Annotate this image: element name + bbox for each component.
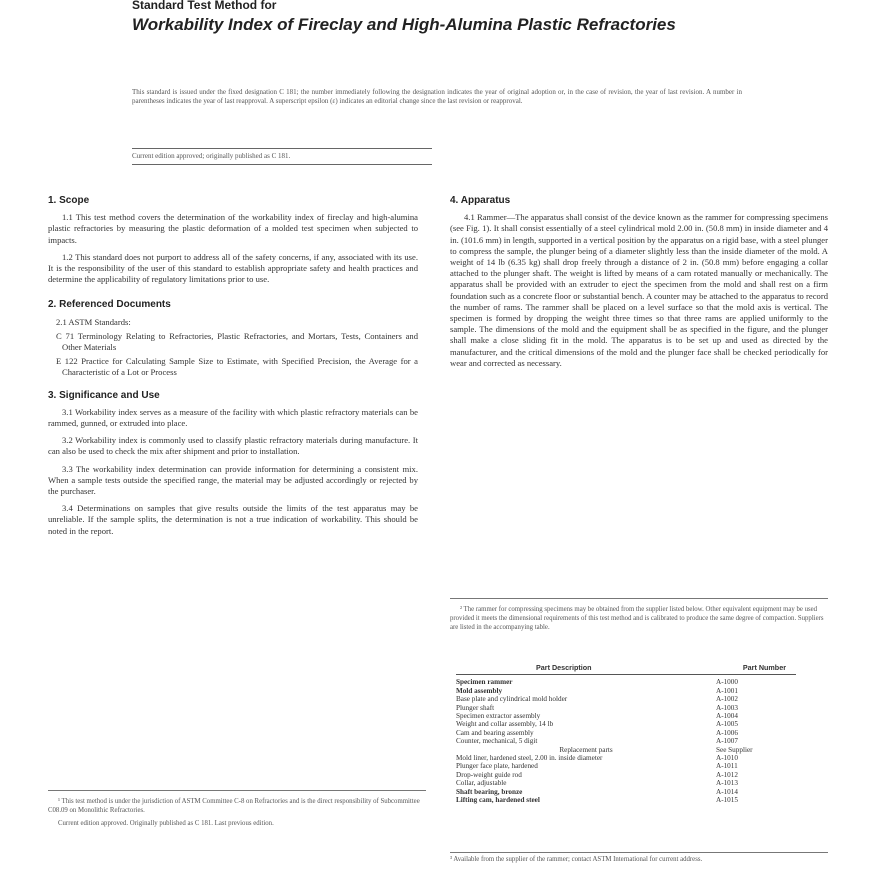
section-heading: 1. Scope: [48, 195, 90, 206]
reference-item: E 122 Practice for Calculating Sample Size to Estimate, with Specified Precision, the Average for a Characteristic of a Lot or Process: [56, 356, 418, 378]
part-description: Replacement parts: [559, 745, 613, 754]
issuance-note: This standard is issued under the fixed designation C 181; the number immediately following the designation indicates the year of original adoption or, in the case of revision, the year of last revision. A number in parentheses indicates the year of last reapproval. A superscript epsilon (ε) indicates an editorial change since the last revision or reapproval.: [132, 88, 742, 105]
table-row: [456, 737, 796, 745]
part-description: Specimen rammer: [456, 678, 513, 687]
paragraph: 1.2 This standard does not purport to address all of the safety concerns, if any, associated with its use. It is the responsibility of the user of this standard to establish appropriate safety and health practices and determine the applicability of regulatory limitations prior to use.: [48, 251, 418, 285]
table-row: [456, 788, 796, 796]
part-number: A-1015: [716, 796, 738, 805]
footnote-table: [456, 664, 796, 805]
part-description: Plunger face plate, hardened: [456, 762, 538, 771]
footnote-right: [450, 598, 828, 632]
part-number: See Supplier: [716, 745, 753, 754]
part-description: Mold liner, hardened steel, 2.00 in. inside diameter: [456, 754, 603, 763]
part-description: Specimen extractor assembly: [456, 712, 541, 721]
reference-item: 2.1 ASTM Standards:: [56, 316, 131, 327]
table-row: [456, 746, 796, 754]
part-number: A-1014: [716, 787, 738, 796]
table-row: [456, 779, 796, 787]
paragraph: 3.4 Determinations on samples that give results outside the limits of the test apparatus may be unreliable. If the sample splits, the determination is not a true indication of workability. This should be noted in the report.: [48, 503, 418, 536]
table-row: [456, 678, 796, 686]
left-column: [48, 195, 418, 543]
table-row: [456, 687, 796, 695]
part-description: Weight and collar assembly, 14 lb: [456, 720, 554, 729]
part-number: A-1000: [716, 678, 738, 687]
table-row: [456, 720, 796, 728]
part-description: Drop-weight guide rod: [456, 770, 522, 779]
table-row: [456, 762, 796, 770]
part-number: A-1007: [716, 737, 738, 746]
part-description: Shaft bearing, bronze: [456, 787, 523, 796]
part-number: A-1001: [716, 686, 738, 695]
paragraph: 3.2 Workability index is commonly used to classify plastic refractory materials during manufacture. It can also be used to check the mix after shipment and prior to installation.: [48, 435, 418, 457]
column-header: Part Description: [536, 663, 592, 672]
part-number: A-1002: [716, 695, 738, 704]
part-number: A-1013: [716, 779, 738, 788]
table-row: [456, 729, 796, 737]
footnote-bottom: ³ Available from the supplier of the rammer; contact ASTM International for current address.: [450, 852, 828, 864]
right-column: [450, 195, 828, 375]
paragraph: 3.1 Workability index serves as a measure of the facility with which plastic refractory materials can be rammed, gunned, or extruded into place.: [48, 406, 418, 429]
part-number: A-1003: [716, 703, 738, 712]
designation: Standard Test Method for: [132, 0, 277, 12]
paragraph: 4.1 Rammer—The apparatus shall consist of the device known as the rammer for compressing specimens (see Fig. 1). It shall consist essentially of a steel cylindrical mold 2.00 in. (50.8 mm) in inside diameter and 4 in. (101.6 mm) in length, supported in a vertical position by the apparatus on a rigid base, with a steel plunger to compress the sample, the plunger being of a diameter slightly less than the inside diameter of the mold. A weight of 14 lb (6.35 kg) shall drop freely through a distance of 2 in. (50.8 mm) before engaging a collar attached to the plunger shaft. The weight is lifted by means of a cam rotated manually or mechanically. The apparatus shall be provided with an extruder to eject the specimen from the mold and shall rest on a firm foundation such as a concrete floor or substantial bench. A counter may be attached to the apparatus to record the number of rams. The rammer shall be placed on a level surface so that the mold axis is vertical. The specimen is formed by dropping the weight three times so that three rams are applied uniformly to the sample. The dimensions of the mold and the equipment shall be as specified in the figure, and the plunger shall make a close sliding fit in the mold. The apparatus is to be set up and used as directed by the manufacturer, and the critical dimensions of the mold and the plunger face shall be checked periodically for wear and corrected as necessary.: [450, 212, 828, 368]
document-title: Workability Index of Fireclay and High-Alumina Plastic Refractories: [132, 15, 676, 34]
part-description: Mold assembly: [456, 686, 503, 695]
part-number: A-1006: [716, 728, 738, 737]
column-header: Part Number: [742, 663, 786, 672]
part-number: A-1010: [716, 754, 738, 763]
table-row: [456, 704, 796, 712]
table-row: [456, 712, 796, 720]
section-heading: 2. Referenced Documents: [48, 299, 171, 311]
current-edition-note: Current edition approved; originally published as C 181.: [132, 148, 432, 165]
paragraph: 3.3 The workability index determination can provide information for determining a consistent mix. When a sample tests outside the specified range, the material may be adjusted accordingly or rejected by the purchaser.: [48, 463, 418, 497]
footnote-text: ² The rammer for compressing specimens may be obtained from the supplier listed below. Other equivalent equipment may be used provided it meets the dimensional requirements of this test method and is calibrated to produce the same degree of compaction. Suppliers are listed in the accompanying table.: [450, 606, 824, 631]
table-row: [456, 771, 796, 779]
part-description: Plunger shaft: [456, 703, 495, 712]
part-number: A-1011: [716, 762, 738, 771]
table-row: [456, 695, 796, 703]
part-number: A-1012: [716, 770, 738, 779]
paragraph: 1.1 This test method covers the determination of the workability index of fireclay and high-alumina plastic refractories by measuring the plastic deformation of a molded test specimen when subjected to impacts.: [48, 212, 418, 245]
section-heading: 3. Significance and Use: [48, 389, 160, 401]
part-description: Cam and bearing assembly: [456, 728, 534, 737]
footnotes-left: [48, 790, 426, 832]
table-row: [456, 796, 796, 804]
footnote-text: ¹ This test method is under the jurisdiction of ASTM Committee C-8 on Refractories and is the direct responsibility of Subcommittee C08.09 on Monolithic Refractories.: [48, 798, 420, 814]
table-row: [456, 754, 796, 762]
header: [132, 0, 772, 35]
reference-item: C 71 Terminology Relating to Refractories, Plastic Refractories, and Mortars, Tests, Containers and Other Materials: [56, 330, 418, 353]
part-description: Lifting cam, hardened steel: [456, 796, 540, 805]
part-description: Collar, adjustable: [456, 779, 507, 788]
table-body: [456, 678, 796, 804]
part-description: Counter, mechanical, 5 digit: [456, 737, 538, 746]
table-header: [456, 664, 796, 675]
part-description: Base plate and cylindrical mold holder: [456, 695, 568, 704]
footnote-text: Current edition approved. Originally published as C 181. Last previous edition.: [58, 820, 274, 827]
part-number: A-1004: [716, 712, 738, 721]
section-heading: 4. Apparatus: [450, 195, 511, 206]
part-number: A-1005: [716, 720, 738, 729]
